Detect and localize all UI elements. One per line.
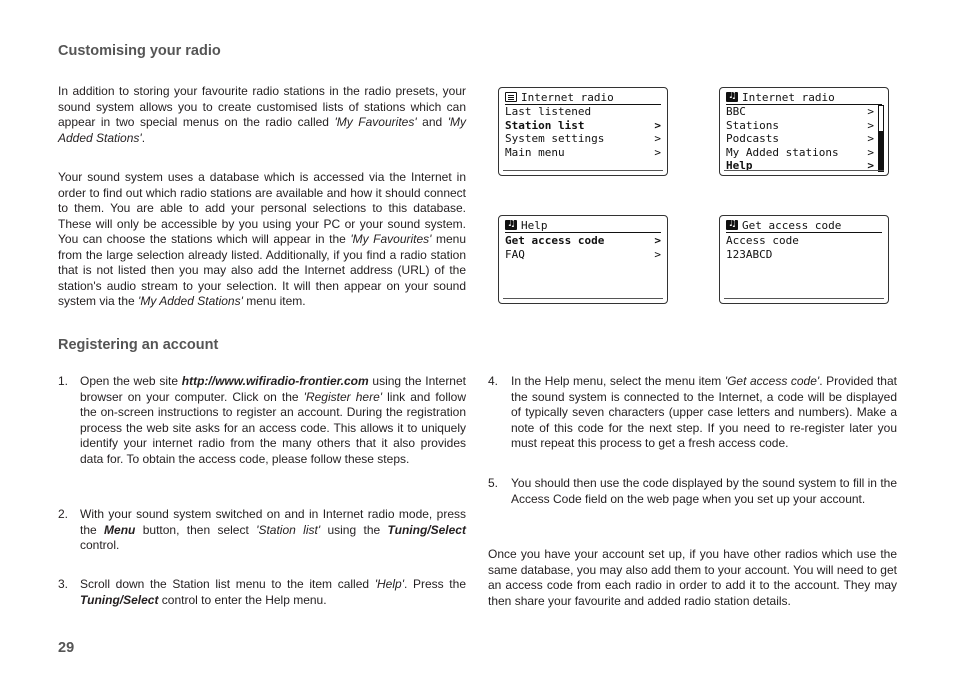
step-4-text bbox=[511, 374, 897, 452]
step-3-text bbox=[80, 577, 466, 608]
emphasis-text: Menu bbox=[104, 522, 136, 537]
lcd-screen-station-list bbox=[719, 87, 889, 176]
screen-menu-label: FAQ bbox=[505, 247, 525, 261]
screen-title-text: Internet radio bbox=[742, 90, 835, 104]
italic-text: 'My Added Stations' bbox=[138, 294, 243, 308]
list-icon bbox=[505, 92, 517, 102]
screen-title-text: Help bbox=[521, 218, 548, 232]
screen-menu-row bbox=[726, 105, 874, 118]
screen-menu-label: Access code bbox=[726, 234, 799, 247]
screen-menu-row bbox=[505, 132, 661, 145]
chevron-right-icon: > bbox=[867, 132, 874, 145]
text-run: Open the web site bbox=[80, 374, 182, 388]
text-run: and bbox=[416, 115, 448, 129]
step-number: 2. bbox=[58, 507, 69, 521]
chevron-right-icon: > bbox=[654, 118, 661, 132]
screen-menu-row bbox=[505, 119, 661, 132]
screen-menu-row bbox=[726, 146, 874, 159]
screen-title bbox=[505, 90, 661, 105]
screen-title-text: Internet radio bbox=[521, 90, 614, 104]
screen-title bbox=[505, 218, 661, 233]
section-heading-customising: Customising your radio bbox=[58, 43, 221, 59]
screen-title-text: Get access code bbox=[742, 218, 842, 232]
screen-scrollbar bbox=[878, 105, 884, 172]
text-run: menu item. bbox=[242, 294, 306, 308]
text-run: using the Internet browser on your computer. Click on the bbox=[80, 374, 466, 404]
screen-footer-line bbox=[503, 298, 663, 299]
screen-menu-label: Last listened bbox=[505, 105, 592, 118]
text-run: In the Help menu, select the menu item bbox=[511, 374, 725, 388]
text-run: link and follow the on-screen instructions to register an account. During the registration process the web site asks for an access code. This allows it to uniquely identify your internet radio from the many others that it also provides data for. To obtain the access code, please follow these steps. bbox=[80, 389, 466, 466]
italic-text: 'My Favourites' bbox=[334, 115, 417, 129]
lcd-screen-internet-radio-menu bbox=[498, 87, 668, 176]
text-run: control. bbox=[80, 538, 120, 552]
italic-text: 'My Favourites' bbox=[350, 232, 432, 246]
lcd-screen-access-code bbox=[719, 215, 889, 304]
text-run: Scroll down the Station list menu to the item called bbox=[80, 577, 375, 591]
screen-menu-label: Get access code bbox=[505, 234, 605, 247]
emphasis-text: Tuning/Select bbox=[80, 592, 159, 607]
screen-menu-label: Podcasts bbox=[726, 132, 779, 145]
chevron-right-icon: > bbox=[654, 132, 661, 145]
step-number: 4. bbox=[488, 374, 499, 388]
emphasis-text: http://www.wifiradio-frontier.com bbox=[181, 374, 369, 388]
text-run: . bbox=[141, 130, 146, 145]
text-run: control to enter the Help menu. bbox=[158, 592, 327, 607]
italic-text: 'Station list' bbox=[256, 522, 321, 537]
screen-menu-row bbox=[505, 248, 661, 261]
screen-menu-row bbox=[726, 248, 882, 261]
italic-text: 'My Added Stations' bbox=[58, 115, 466, 145]
music-note-icon bbox=[726, 220, 738, 230]
chevron-right-icon: > bbox=[867, 145, 874, 159]
screen-menu-label: Station list bbox=[505, 118, 585, 132]
chevron-right-icon: > bbox=[654, 234, 661, 247]
screen-menu-row bbox=[505, 105, 661, 118]
section-heading-registering: Registering an account bbox=[58, 337, 219, 353]
step-2-text bbox=[80, 507, 466, 554]
chevron-right-icon: > bbox=[654, 145, 661, 159]
screen-menu-label: My Added stations bbox=[726, 145, 839, 159]
italic-text: 'Get access code' bbox=[724, 374, 820, 388]
screen-menu-label: Help bbox=[726, 159, 753, 172]
italic-text: 'Help' bbox=[374, 577, 404, 591]
screen-menu-row bbox=[505, 234, 661, 247]
text-run: . Provided that the sound system is connected to the Internet, a code will be displayed of typically seven characters (upper case letters and numbers). Make a note of this code for the next step. If you need to re-register later you must repeat this process to get a fresh access code. bbox=[511, 374, 897, 450]
step-1-text bbox=[80, 374, 466, 467]
step-number: 1. bbox=[58, 374, 69, 388]
text-run: In addition to storing your favourite radio stations in the radio presets, your sound system allows you to create customised lists of stations which can appear in two special menus on the radio called bbox=[58, 84, 466, 129]
scrollbar-thumb bbox=[879, 131, 883, 171]
screen-menu-label: 123ABCD bbox=[726, 247, 773, 261]
database-paragraph bbox=[58, 170, 466, 310]
screen-menu-label: System settings bbox=[505, 132, 605, 145]
page-number: 29 bbox=[58, 640, 75, 656]
text-run: You should then use the code displayed by the sound system to fill in the Access Code field on the web page when you set up your account. bbox=[511, 476, 897, 506]
closing-paragraph: Once you have your account set up, if you have other radios which use the same database, you may also add them to your account. You will need to get an access code from each radio in order to add it to the account. They may then share your favourite and added radio station details. bbox=[488, 547, 897, 608]
text-run: menu from the large selection already listed. Additionally, if you find a radio station that is not listed then you may also add the Internet address (URL) of the station's audio stream to your selection. It will then appear on your sound system via the bbox=[58, 232, 466, 308]
screen-menu-row bbox=[726, 234, 882, 247]
text-run: button, then select bbox=[135, 522, 257, 537]
screen-title bbox=[726, 90, 882, 105]
chevron-right-icon: > bbox=[654, 247, 661, 261]
step-number: 3. bbox=[58, 577, 69, 591]
screen-footer-line bbox=[724, 298, 884, 299]
screen-menu-label: Main menu bbox=[505, 145, 565, 159]
text-run: Your sound system uses a database which is accessed via the Internet in order to find out which radio stations are available and how it should connect to them. You are able to add your personal selections to this database. These will only be accessible by you using your PC or your sound system. You can choose the stations which will appear in the bbox=[58, 170, 466, 246]
music-note-icon bbox=[726, 92, 738, 102]
text-run: . Press the bbox=[403, 577, 466, 591]
screen-footer-line bbox=[503, 170, 663, 171]
italic-text: 'Register here' bbox=[303, 389, 383, 404]
music-note-icon bbox=[505, 220, 517, 230]
step-number: 5. bbox=[488, 476, 499, 490]
text-run: With your sound system switched on and in Internet radio mode, press the bbox=[80, 507, 466, 537]
screen-menu-label: Stations bbox=[726, 118, 779, 132]
intro-paragraph bbox=[58, 84, 466, 146]
screen-menu-row bbox=[726, 132, 874, 145]
lcd-screen-help-menu bbox=[498, 215, 668, 304]
screen-menu-label: BBC bbox=[726, 105, 746, 118]
screen-footer-line bbox=[724, 170, 884, 171]
screen-menu-row bbox=[505, 146, 661, 159]
emphasis-text: Tuning/Select bbox=[387, 522, 466, 537]
screen-menu-row bbox=[726, 119, 874, 132]
chevron-right-icon: > bbox=[867, 159, 874, 172]
text-run: using the bbox=[320, 522, 388, 537]
step-5-text bbox=[511, 476, 897, 507]
chevron-right-icon: > bbox=[867, 118, 874, 132]
screen-title bbox=[726, 218, 882, 233]
chevron-right-icon: > bbox=[867, 105, 874, 118]
